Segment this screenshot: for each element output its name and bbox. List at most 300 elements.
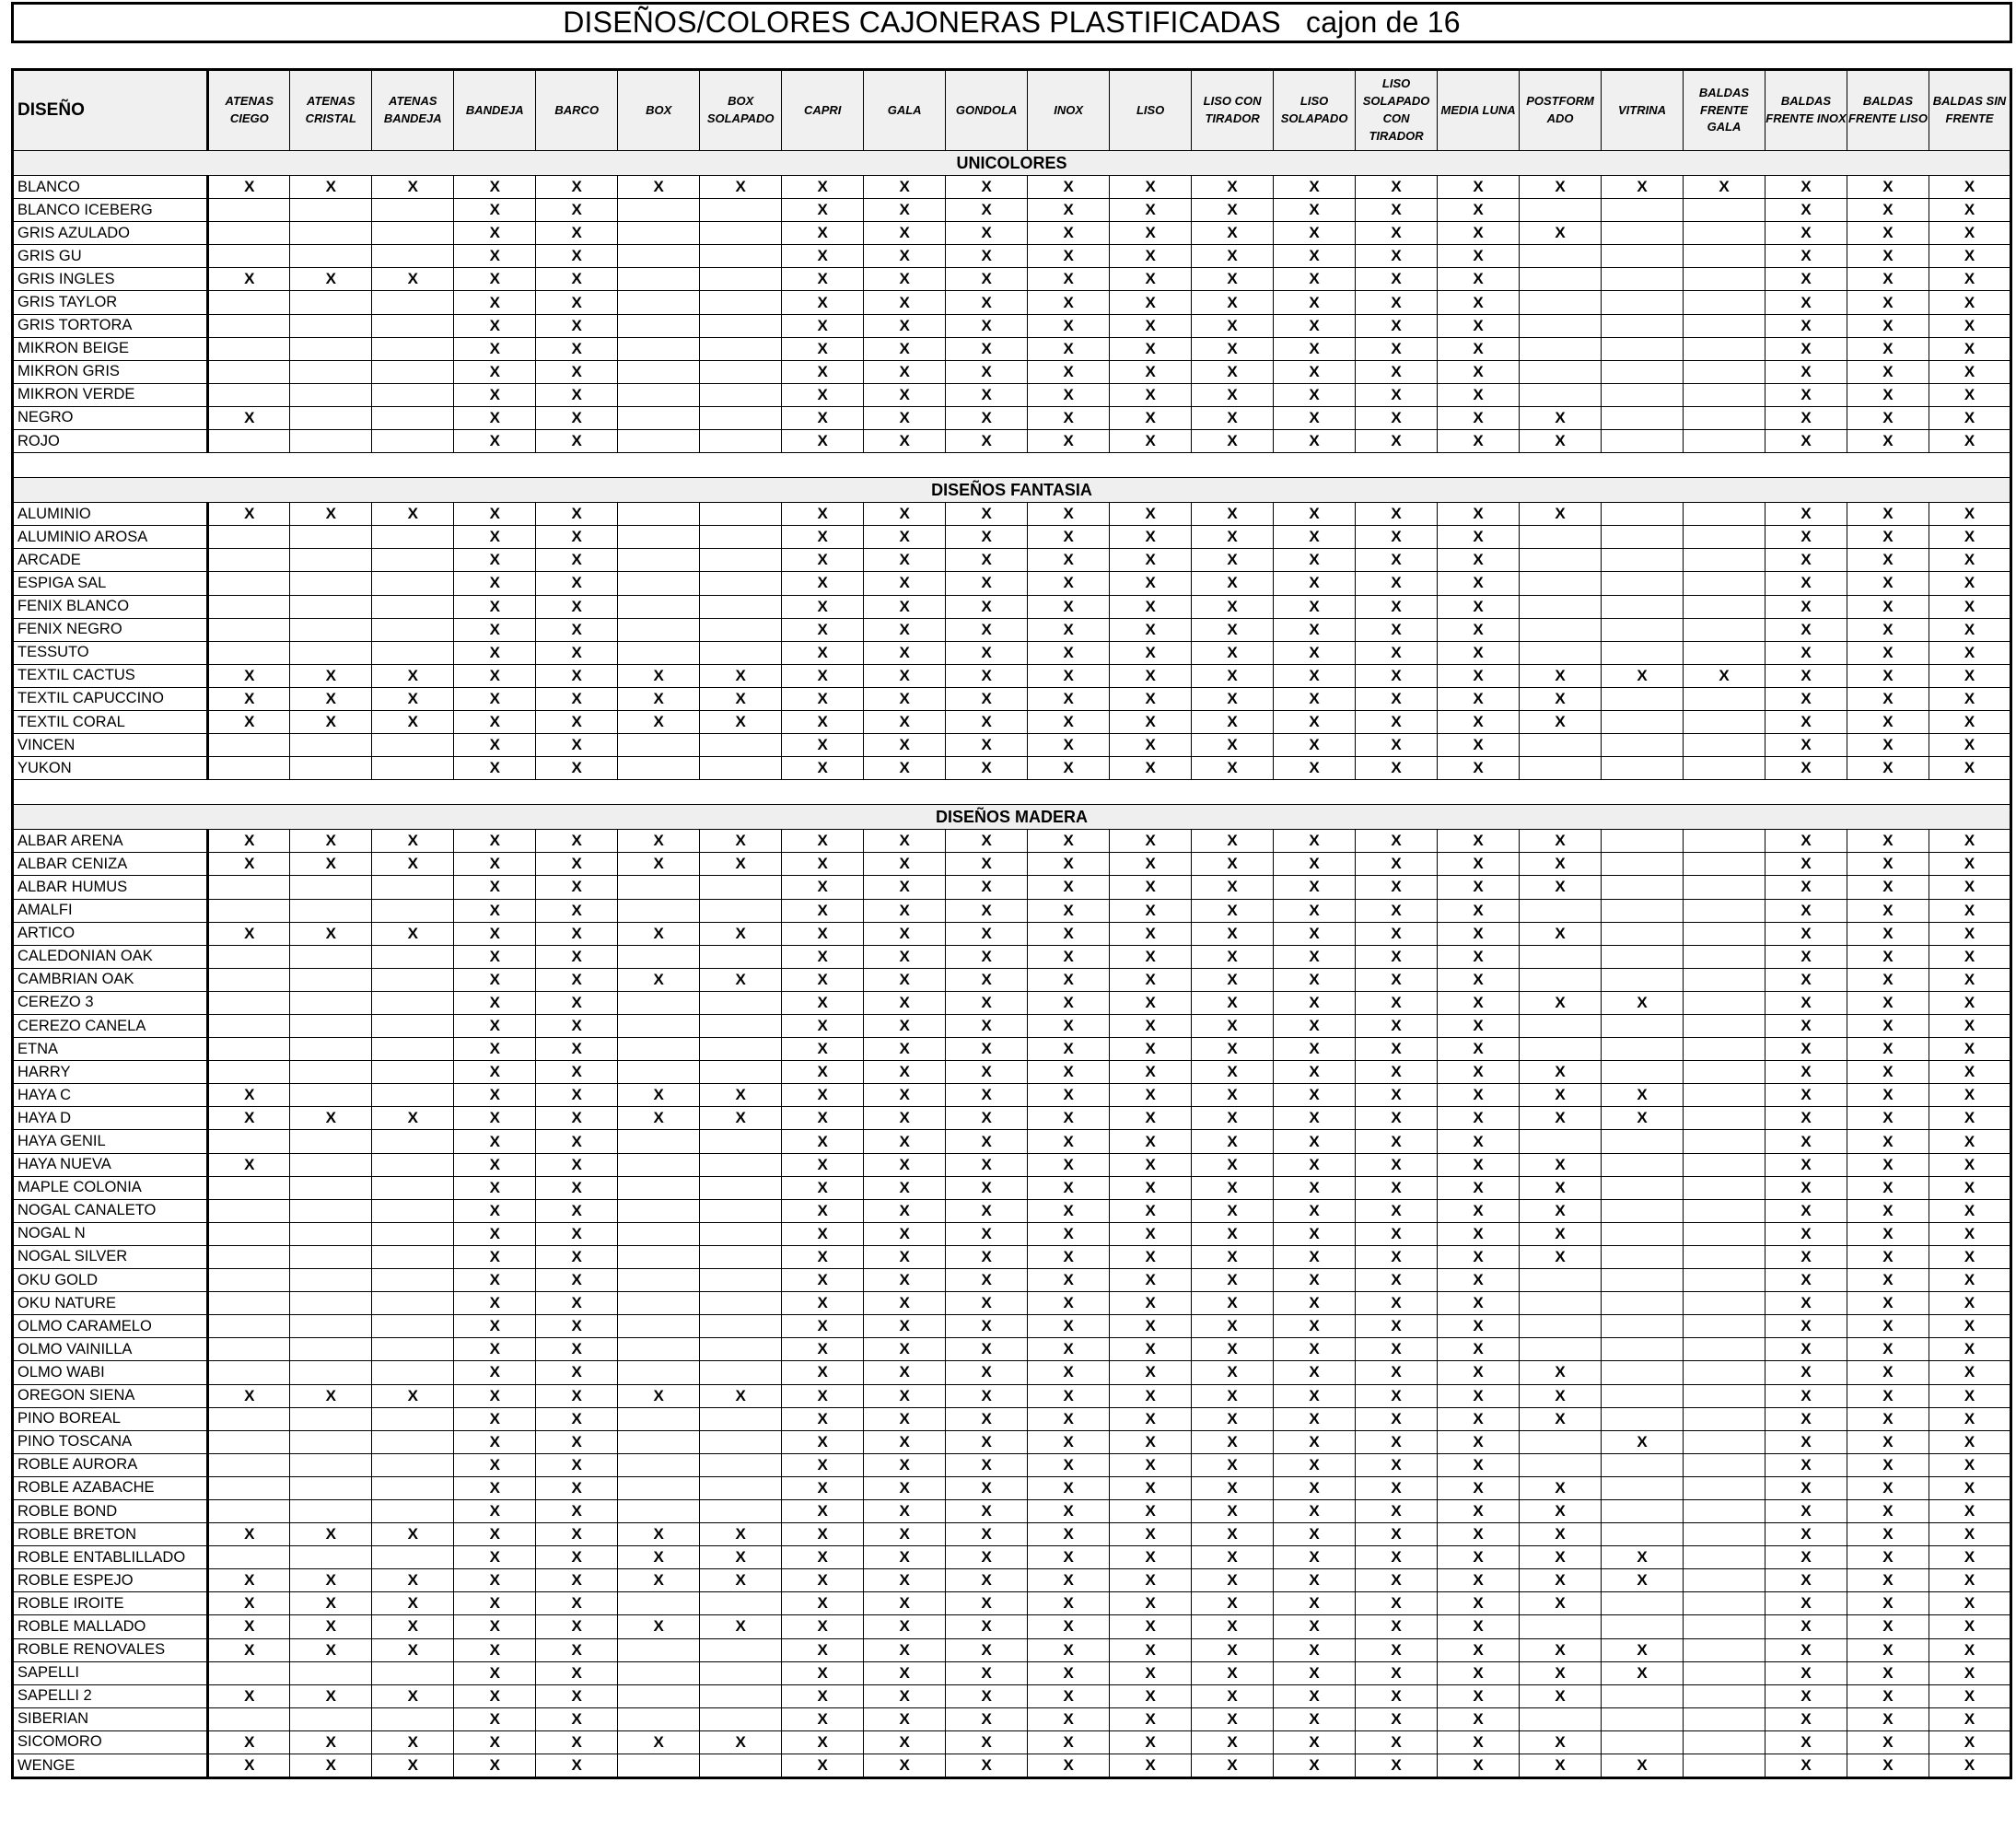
empty-cell — [1602, 245, 1684, 268]
empty-cell — [1684, 1754, 1765, 1778]
availability-mark: X — [1847, 1245, 1929, 1268]
table-row — [13, 176, 2011, 199]
availability-mark: X — [208, 1592, 290, 1615]
empty-cell — [372, 572, 454, 595]
table-row — [13, 526, 2011, 549]
empty-cell — [290, 430, 372, 453]
empty-cell — [1602, 360, 1684, 383]
design-name: TEXTIL CACTUS — [13, 664, 208, 687]
availability-mark: X — [1847, 830, 1929, 853]
availability-mark: X — [1356, 268, 1438, 291]
availability-mark: X — [1028, 618, 1110, 641]
availability-mark: X — [864, 1292, 946, 1315]
empty-cell — [618, 945, 700, 968]
availability-mark: X — [454, 1361, 536, 1384]
availability-mark: X — [1765, 710, 1847, 733]
availability-mark: X — [1765, 968, 1847, 991]
empty-cell — [1684, 1730, 1765, 1754]
empty-cell — [618, 1361, 700, 1384]
availability-mark: X — [782, 876, 864, 899]
availability-mark: X — [1192, 1338, 1274, 1361]
availability-mark: X — [1602, 1754, 1684, 1778]
empty-cell — [700, 199, 782, 222]
availability-mark: X — [1028, 1592, 1110, 1615]
availability-mark: X — [1438, 245, 1520, 268]
availability-mark: X — [454, 1130, 536, 1153]
empty-cell — [1684, 1015, 1765, 1038]
availability-mark: X — [700, 1084, 782, 1107]
empty-cell — [1602, 853, 1684, 876]
availability-mark: X — [1929, 1592, 2010, 1615]
empty-cell — [618, 503, 700, 526]
availability-mark: X — [1192, 1245, 1274, 1268]
availability-mark: X — [864, 314, 946, 337]
empty-cell — [1684, 1038, 1765, 1061]
availability-mark: X — [1110, 1754, 1192, 1778]
availability-mark: X — [946, 595, 1028, 618]
availability-mark: X — [1847, 1546, 1929, 1569]
availability-mark: X — [1765, 1569, 1847, 1592]
availability-mark: X — [1438, 853, 1520, 876]
empty-cell — [372, 406, 454, 429]
availability-mark: X — [454, 1569, 536, 1592]
availability-mark: X — [1110, 853, 1192, 876]
empty-cell — [290, 1038, 372, 1061]
empty-cell — [1602, 222, 1684, 245]
availability-mark: X — [1356, 968, 1438, 991]
availability-mark: X — [1929, 268, 2010, 291]
availability-mark: X — [1028, 1476, 1110, 1499]
table-row — [13, 314, 2011, 337]
availability-mark: X — [454, 595, 536, 618]
availability-mark: X — [454, 1107, 536, 1130]
availability-mark: X — [1028, 1292, 1110, 1315]
availability-mark: X — [864, 899, 946, 922]
availability-mark: X — [1929, 1638, 2010, 1661]
availability-mark: X — [864, 406, 946, 429]
availability-mark: X — [782, 1315, 864, 1338]
availability-mark: X — [454, 406, 536, 429]
availability-mark: X — [536, 1430, 618, 1453]
availability-mark: X — [1028, 1499, 1110, 1522]
empty-cell — [1684, 710, 1765, 733]
availability-mark: X — [1274, 1476, 1356, 1499]
availability-mark: X — [536, 503, 618, 526]
availability-mark: X — [1929, 899, 2010, 922]
empty-cell — [372, 1707, 454, 1730]
availability-mark: X — [1765, 899, 1847, 922]
availability-mark: X — [864, 430, 946, 453]
empty-cell — [700, 1592, 782, 1615]
availability-mark: X — [1192, 430, 1274, 453]
availability-mark: X — [1602, 1546, 1684, 1569]
availability-mark: X — [1274, 945, 1356, 968]
availability-mark: X — [536, 595, 618, 618]
empty-cell — [700, 1407, 782, 1430]
empty-cell — [1684, 406, 1765, 429]
column-header: LISO SOLAPADO CON TIRADOR — [1356, 70, 1438, 151]
availability-mark: X — [1192, 618, 1274, 641]
availability-mark: X — [1028, 1038, 1110, 1061]
empty-cell — [1602, 503, 1684, 526]
availability-mark: X — [1520, 1061, 1602, 1084]
availability-mark: X — [864, 664, 946, 687]
empty-cell — [1602, 1453, 1684, 1476]
availability-mark: X — [1356, 710, 1438, 733]
availability-mark: X — [864, 1546, 946, 1569]
table-row — [13, 1292, 2011, 1315]
design-name: FENIX BLANCO — [13, 595, 208, 618]
availability-mark: X — [1765, 641, 1847, 664]
availability-mark: X — [1356, 1130, 1438, 1153]
availability-mark: X — [1028, 1199, 1110, 1222]
table-row — [13, 1130, 2011, 1153]
availability-mark: X — [700, 922, 782, 945]
empty-cell — [1684, 734, 1765, 757]
availability-mark: X — [618, 176, 700, 199]
empty-cell — [1684, 268, 1765, 291]
availability-mark: X — [1110, 876, 1192, 899]
availability-mark: X — [1438, 757, 1520, 780]
availability-mark: X — [864, 853, 946, 876]
design-name: GRIS TORTORA — [13, 314, 208, 337]
availability-mark: X — [1192, 222, 1274, 245]
availability-mark: X — [946, 1061, 1028, 1084]
availability-mark: X — [454, 1084, 536, 1107]
availability-mark: X — [1110, 503, 1192, 526]
availability-mark: X — [1765, 734, 1847, 757]
availability-mark: X — [782, 360, 864, 383]
availability-mark: X — [864, 1476, 946, 1499]
availability-mark: X — [1192, 572, 1274, 595]
availability-mark: X — [1438, 687, 1520, 710]
empty-cell — [1602, 899, 1684, 922]
availability-mark: X — [1028, 572, 1110, 595]
availability-mark: X — [454, 1592, 536, 1615]
empty-cell — [1602, 1199, 1684, 1222]
empty-cell — [290, 1430, 372, 1453]
availability-mark: X — [946, 526, 1028, 549]
availability-mark: X — [1274, 1015, 1356, 1038]
empty-cell — [700, 222, 782, 245]
availability-mark: X — [782, 1384, 864, 1407]
empty-cell — [1602, 572, 1684, 595]
availability-mark: X — [1192, 1222, 1274, 1245]
empty-cell — [290, 572, 372, 595]
table-row — [13, 1199, 2011, 1222]
availability-mark: X — [700, 710, 782, 733]
empty-cell — [372, 945, 454, 968]
empty-cell — [1602, 641, 1684, 664]
empty-cell — [208, 526, 290, 549]
availability-mark: X — [1765, 1153, 1847, 1176]
empty-cell — [700, 1499, 782, 1522]
availability-mark: X — [946, 1107, 1028, 1130]
availability-mark: X — [618, 664, 700, 687]
availability-mark: X — [290, 268, 372, 291]
empty-cell — [1684, 1684, 1765, 1707]
availability-mark: X — [1356, 618, 1438, 641]
availability-mark: X — [536, 360, 618, 383]
availability-mark: X — [782, 199, 864, 222]
availability-mark: X — [946, 1245, 1028, 1268]
availability-mark: X — [536, 1707, 618, 1730]
availability-mark: X — [454, 291, 536, 314]
availability-mark: X — [1847, 1661, 1929, 1684]
availability-mark: X — [1765, 830, 1847, 853]
availability-mark: X — [618, 1523, 700, 1546]
availability-mark: X — [1765, 199, 1847, 222]
empty-cell — [1684, 245, 1765, 268]
availability-mark: X — [1356, 641, 1438, 664]
design-name: NOGAL N — [13, 1222, 208, 1245]
availability-mark: X — [208, 1615, 290, 1638]
availability-mark: X — [1929, 853, 2010, 876]
availability-mark: X — [1765, 1707, 1847, 1730]
availability-mark: X — [946, 291, 1028, 314]
table-row — [13, 1592, 2011, 1615]
column-header: BOX SOLAPADO — [700, 70, 782, 151]
availability-mark: X — [1765, 945, 1847, 968]
empty-cell — [1602, 337, 1684, 360]
availability-mark: X — [1274, 1638, 1356, 1661]
availability-mark: X — [782, 853, 864, 876]
availability-mark: X — [700, 968, 782, 991]
availability-mark: X — [1192, 641, 1274, 664]
availability-mark: X — [208, 687, 290, 710]
availability-mark: X — [1765, 337, 1847, 360]
empty-cell — [618, 199, 700, 222]
availability-mark: X — [1438, 503, 1520, 526]
design-name: ARCADE — [13, 549, 208, 572]
availability-mark: X — [782, 1292, 864, 1315]
availability-mark: X — [864, 1754, 946, 1778]
availability-mark: X — [1929, 876, 2010, 899]
availability-mark: X — [946, 1754, 1028, 1778]
availability-mark: X — [1274, 1315, 1356, 1338]
availability-mark: X — [1274, 853, 1356, 876]
availability-mark: X — [536, 1269, 618, 1292]
availability-mark: X — [1438, 968, 1520, 991]
availability-mark: X — [536, 1292, 618, 1315]
availability-mark: X — [1847, 1153, 1929, 1176]
availability-mark: X — [1438, 222, 1520, 245]
empty-cell — [618, 1707, 700, 1730]
empty-cell — [208, 734, 290, 757]
availability-mark: X — [372, 687, 454, 710]
availability-mark: X — [290, 1569, 372, 1592]
availability-mark: X — [1274, 1130, 1356, 1153]
empty-cell — [700, 314, 782, 337]
availability-mark: X — [946, 853, 1028, 876]
availability-mark: X — [208, 1569, 290, 1592]
availability-mark: X — [536, 222, 618, 245]
availability-mark: X — [946, 922, 1028, 945]
availability-mark: X — [1192, 1176, 1274, 1199]
availability-mark: X — [1110, 176, 1192, 199]
availability-mark: X — [1274, 1546, 1356, 1569]
availability-mark: X — [864, 383, 946, 406]
availability-mark: X — [1438, 1245, 1520, 1268]
availability-mark: X — [1192, 1453, 1274, 1476]
empty-cell — [1602, 1222, 1684, 1245]
table-row — [13, 406, 2011, 429]
table-row — [13, 360, 2011, 383]
availability-mark: X — [1520, 176, 1602, 199]
availability-mark: X — [208, 853, 290, 876]
availability-mark: X — [1847, 1107, 1929, 1130]
empty-cell — [1602, 1384, 1684, 1407]
empty-cell — [618, 526, 700, 549]
availability-mark: X — [1847, 1592, 1929, 1615]
design-name: HAYA C — [13, 1084, 208, 1107]
availability-mark: X — [864, 1107, 946, 1130]
availability-mark: X — [454, 1292, 536, 1315]
availability-mark: X — [1110, 734, 1192, 757]
availability-mark: X — [536, 430, 618, 453]
availability-mark: X — [1028, 1338, 1110, 1361]
availability-mark: X — [1929, 430, 2010, 453]
availability-mark: X — [946, 176, 1028, 199]
availability-mark: X — [1110, 1084, 1192, 1107]
availability-mark: X — [1438, 1592, 1520, 1615]
empty-cell — [290, 1199, 372, 1222]
availability-mark: X — [1438, 1269, 1520, 1292]
availability-mark: X — [618, 1384, 700, 1407]
availability-mark: X — [1438, 1569, 1520, 1592]
availability-mark: X — [1356, 314, 1438, 337]
availability-mark: X — [1192, 1038, 1274, 1061]
availability-mark: X — [946, 1176, 1028, 1199]
availability-mark: X — [1110, 1338, 1192, 1361]
availability-mark: X — [1028, 734, 1110, 757]
availability-mark: X — [864, 1592, 946, 1615]
availability-mark: X — [1274, 876, 1356, 899]
availability-mark: X — [1929, 1245, 2010, 1268]
availability-mark: X — [782, 641, 864, 664]
availability-mark: X — [1929, 1222, 2010, 1245]
empty-cell — [1602, 291, 1684, 314]
availability-mark: X — [1765, 1292, 1847, 1315]
empty-cell — [208, 1453, 290, 1476]
empty-cell — [1684, 503, 1765, 526]
availability-mark: X — [1356, 1361, 1438, 1384]
availability-mark: X — [1274, 314, 1356, 337]
empty-cell — [290, 1292, 372, 1315]
availability-mark: X — [782, 1061, 864, 1084]
empty-cell — [290, 1338, 372, 1361]
availability-mark: X — [1274, 1292, 1356, 1315]
availability-mark: X — [1929, 245, 2010, 268]
availability-mark: X — [700, 1107, 782, 1130]
availability-mark: X — [1929, 1315, 2010, 1338]
availability-mark: X — [290, 176, 372, 199]
empty-cell — [618, 1292, 700, 1315]
availability-mark: X — [536, 1546, 618, 1569]
availability-mark: X — [536, 245, 618, 268]
availability-mark: X — [1274, 710, 1356, 733]
availability-mark: X — [1028, 876, 1110, 899]
column-header: BARCO — [536, 70, 618, 151]
availability-mark: X — [1847, 687, 1929, 710]
availability-mark: X — [1929, 291, 2010, 314]
availability-mark: X — [454, 1546, 536, 1569]
availability-mark: X — [372, 268, 454, 291]
empty-cell — [290, 406, 372, 429]
availability-mark: X — [1110, 383, 1192, 406]
availability-mark: X — [1438, 1684, 1520, 1707]
availability-mark: X — [536, 991, 618, 1014]
empty-cell — [290, 1361, 372, 1384]
availability-mark: X — [1929, 1476, 2010, 1499]
availability-mark: X — [946, 1546, 1028, 1569]
availability-mark: X — [1438, 1407, 1520, 1430]
availability-mark: X — [1356, 337, 1438, 360]
availability-mark: X — [454, 1199, 536, 1222]
availability-mark: X — [1192, 245, 1274, 268]
availability-mark: X — [1192, 1546, 1274, 1569]
empty-cell — [1684, 1199, 1765, 1222]
empty-cell — [290, 1176, 372, 1199]
empty-cell — [700, 991, 782, 1014]
availability-mark: X — [1192, 1384, 1274, 1407]
availability-mark: X — [1274, 406, 1356, 429]
availability-mark: X — [618, 853, 700, 876]
empty-cell — [1520, 1130, 1602, 1153]
availability-mark: X — [946, 968, 1028, 991]
availability-mark: X — [1929, 1730, 2010, 1754]
availability-mark: X — [1847, 1569, 1929, 1592]
availability-mark: X — [864, 1176, 946, 1199]
availability-mark: X — [1110, 314, 1192, 337]
empty-cell — [290, 1546, 372, 1569]
availability-mark: X — [1520, 853, 1602, 876]
availability-mark: X — [1028, 1453, 1110, 1476]
table-row — [13, 830, 2011, 853]
availability-mark: X — [618, 710, 700, 733]
availability-mark: X — [1929, 1754, 2010, 1778]
empty-cell — [290, 199, 372, 222]
availability-mark: X — [1929, 1015, 2010, 1038]
empty-cell — [700, 1754, 782, 1778]
availability-mark: X — [1520, 1730, 1602, 1754]
design-name: HARRY — [13, 1061, 208, 1084]
empty-cell — [1520, 268, 1602, 291]
availability-mark: X — [1110, 1130, 1192, 1153]
availability-mark: X — [782, 1430, 864, 1453]
empty-cell — [1684, 549, 1765, 572]
availability-mark: X — [536, 1361, 618, 1384]
availability-mark: X — [782, 687, 864, 710]
availability-mark: X — [1847, 406, 1929, 429]
availability-mark: X — [290, 1384, 372, 1407]
availability-mark: X — [1520, 430, 1602, 453]
availability-mark: X — [864, 199, 946, 222]
availability-mark: X — [864, 1430, 946, 1453]
availability-mark: X — [946, 222, 1028, 245]
availability-mark: X — [1028, 830, 1110, 853]
empty-cell — [700, 1707, 782, 1730]
empty-cell — [1684, 222, 1765, 245]
empty-cell — [618, 899, 700, 922]
availability-mark: X — [782, 1754, 864, 1778]
table-row — [13, 291, 2011, 314]
availability-mark: X — [454, 1707, 536, 1730]
availability-mark: X — [1929, 360, 2010, 383]
availability-mark: X — [1110, 199, 1192, 222]
empty-cell — [290, 1130, 372, 1153]
table-row — [13, 383, 2011, 406]
